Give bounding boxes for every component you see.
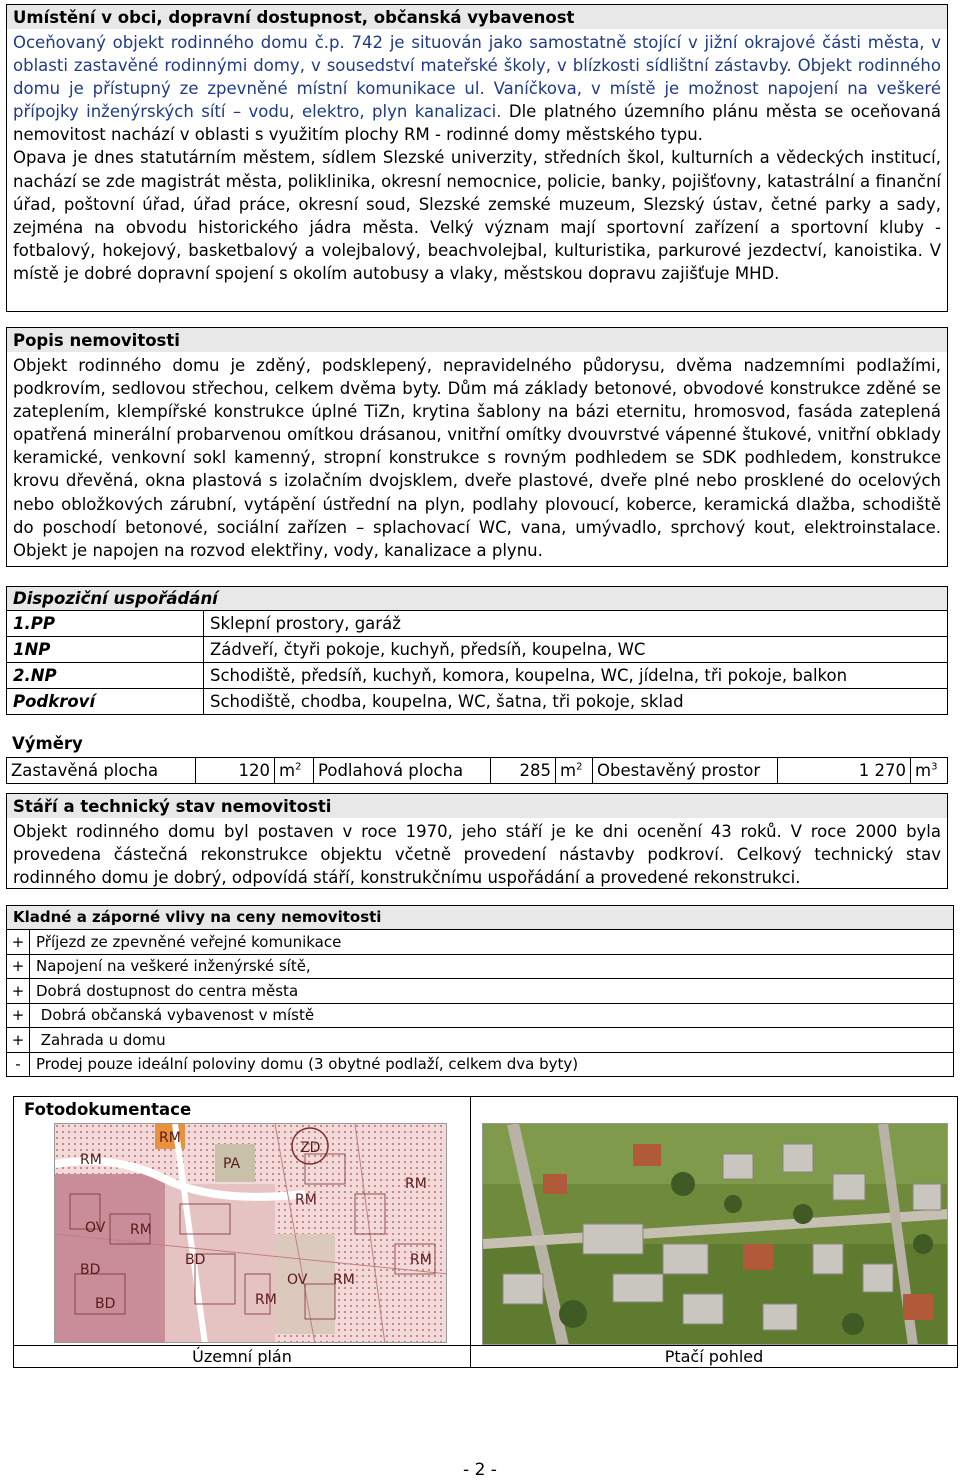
aerial-photo-image <box>482 1123 948 1345</box>
section-title: Umístění v obci, dopravní dostupnost, občanská vybavenost <box>7 5 947 29</box>
area-label: Obestavěný prostor <box>593 758 778 784</box>
map-label: OV <box>85 1220 106 1236</box>
photo-captions <box>14 1345 957 1368</box>
photo-divider <box>470 1097 471 1345</box>
location-para-black: Dle platného územního plánu města se oceňovaná nemovitost nachází v oblasti s využitím plochy RM - rodinné domy městského typu. <box>13 102 941 145</box>
section-title: Fotodokumentace <box>14 1097 201 1122</box>
table-row <box>7 1052 954 1077</box>
map-label: BD <box>80 1262 101 1278</box>
floor-desc: Schodiště, předsíň, kuchyň, komora, koupelna, WC, jídelna, tři pokoje, balkon <box>204 663 948 689</box>
area-value: 1 270 <box>778 758 911 784</box>
floor-desc: Schodiště, chodba, koupelna, WC, šatna, tři pokoje, sklad <box>204 689 948 715</box>
influence-sign: - <box>7 1052 30 1077</box>
section-title: Popis nemovitosti <box>7 328 947 352</box>
floor-label: Podkroví <box>7 689 204 715</box>
section-title: Výměry <box>12 734 83 753</box>
area-label: Podlahová plocha <box>314 758 491 784</box>
caption-zoning-map: Územní plán <box>192 1347 292 1366</box>
influence-text: Dobrá dostupnost do centra města <box>30 979 954 1004</box>
map-label: RM <box>159 1130 181 1146</box>
layout-section <box>6 586 948 716</box>
age-section <box>6 793 948 889</box>
age-text: Objekt rodinného domu byl postaven v roce 1970, jeho stáří je ke dni ocenění 43 roků. V roce 2000 byla provedena částečná rekonstrukce objektu včetně provedení nástavby podkroví. Celkový technický stav rodinného domu je dobrý, odpovídá stáří, konstrukčnímu uspořádání a provedené rekonstrukci. <box>13 822 941 888</box>
map-label: ZD <box>300 1140 321 1156</box>
city-paragraph: Opava je dnes statutárním městem, sídlem Slezské univerzity, středních škol, kulturních a vědeckých institucí, nachází se zde magistrát města, poliklinika, okresní nemocnice, policie, banky, pojišťovny, katastrální a finanční úřad, poštovní úřad, úřad práce, okresní soud, Slezské zemské muzeum, Slezský ústav, četné parky a sady, zejména na obvodu historického jádra města. Velký význam mají sportovní zařízení a sportovní kluby - fotbalový, hokejový, basketbalový a volejbalový, beachvolejbal, kulturistika, parkurové jezdectví, kanoistika. V místě je dobré dopravní spojení s okolím autobusy a vlaky, městskou dopravu zajišťuje MHD. <box>13 148 941 283</box>
areas-section <box>6 731 948 784</box>
map-label: RM <box>295 1192 317 1208</box>
map-label: BD <box>95 1296 116 1312</box>
floor-label: 2.NP <box>7 663 204 689</box>
floor-desc: Sklepní prostory, garáž <box>204 611 948 637</box>
area-unit: $m^3$ <box>911 758 948 784</box>
map-label: RM <box>405 1176 427 1192</box>
section-title: Dispoziční uspořádání <box>7 587 948 611</box>
table-row <box>7 1003 954 1028</box>
section-title: Kladné a záporné vlivy na ceny nemovitosti <box>7 906 954 930</box>
page-number: - 2 - <box>463 1460 497 1480</box>
floor-desc: Zádveří, čtyři pokoje, kuchyň, předsíň, koupelna, WC <box>204 637 948 663</box>
map-label: PA <box>223 1156 241 1172</box>
floor-label: 1NP <box>7 637 204 663</box>
map-label: BD <box>185 1252 206 1268</box>
influence-text: Dobrá občanská vybavenost v místě <box>30 1003 954 1028</box>
description-text: Objekt rodinného domu je zděný, podsklepený, nepravidelného půdorysu, dvěma nadzemními podlažími, podkrovím, sedlovou střechou, celkem dvěma byty. Dům má základy betonové, obvodové konstrukce zděné se zateplením, klempířské konstrukce úplné TiZn, krytina šablony na bázi eternitu, hromosvod, fasáda zateplená opatřená minerální probarvenou omítkou drásanou, vnitřní omítky dvouvrstvé vápenné štukové, vnitřní obklady keramické, venkovní sokl kamenný, stropní konstrukce s rovným podhledem se SDK podhledem, konstrukce krovu dřevěná, okna plastová s izolačním dvojsklem, dveře plastové, dveře plné nebo prosklené do ocelových nebo obložkových zárubní, vytápění ústřední na plyn, podlahy plovoucí, koberce, keramická dlažba, schodiště do poschodí betonové, sociální zařízen – splachovací WC, vana, umývadlo, sprchový kout, elektroinstalace. Objekt je napojen na rozvod elektřiny, vody, kanalizace a plynu. <box>13 356 941 560</box>
influence-sign: + <box>7 954 30 979</box>
table-row <box>7 689 948 715</box>
area-value: 285 <box>491 758 556 784</box>
influence-sign: + <box>7 1028 30 1053</box>
map-label: RM <box>410 1252 432 1268</box>
table-row <box>7 663 948 689</box>
area-unit: $m^2$ <box>556 758 593 784</box>
section-text <box>7 29 947 287</box>
influence-sign: + <box>7 930 30 955</box>
influence-text: Prodej pouze ideální poloviny domu (3 obytné podlaží, celkem dva byty) <box>30 1052 954 1077</box>
location-para-blue: Oceňovaný objekt rodinného domu č.p. 742 je situován jako samostatně stojící v jižní okrajové části města, v oblasti zastavěné rodinnými domy, v sousedství mateřské školy, v blízkosti sídlištní zástavby. Objekt rodinného domu je přístupný ze zpevněné místní komunikace ul. Vaníčkova, v místě je možnost napojení na veškeré přípojky inženýrských sítí – vodu, elektro, plyn kanalizaci. <box>13 33 941 122</box>
table-row <box>7 1028 954 1053</box>
table-row <box>7 611 948 637</box>
zoning-map-image <box>54 1123 447 1343</box>
photo-section <box>13 1096 958 1368</box>
influence-sign: + <box>7 979 30 1004</box>
area-unit: $m^2$ <box>275 758 314 784</box>
influence-text: Příjezd ze zpevněné veřejné komunikace <box>30 930 954 955</box>
map-label: RM <box>130 1222 152 1238</box>
section-title: Stáří a technický stav nemovitosti <box>7 794 947 818</box>
areas-row <box>7 758 948 784</box>
caption-aerial-photo: Ptačí pohled <box>664 1347 764 1366</box>
influence-sign: + <box>7 1003 30 1028</box>
influence-text: Napojení na veškeré inženýrské sítě, <box>30 954 954 979</box>
map-label: RM <box>80 1152 102 1168</box>
influences-section <box>6 905 954 1077</box>
table-row <box>7 954 954 979</box>
map-label: RM <box>255 1292 277 1308</box>
area-value: 120 <box>196 758 275 784</box>
map-label: OV <box>287 1272 308 1288</box>
floor-label: 1.PP <box>7 611 204 637</box>
map-label: RM <box>333 1272 355 1288</box>
influence-text: Zahrada u domu <box>30 1028 954 1053</box>
table-row <box>7 979 954 1004</box>
table-row <box>7 637 948 663</box>
table-row <box>7 930 954 955</box>
location-section <box>6 4 948 312</box>
description-section <box>6 327 948 567</box>
area-label: Zastavěná plocha <box>7 758 196 784</box>
